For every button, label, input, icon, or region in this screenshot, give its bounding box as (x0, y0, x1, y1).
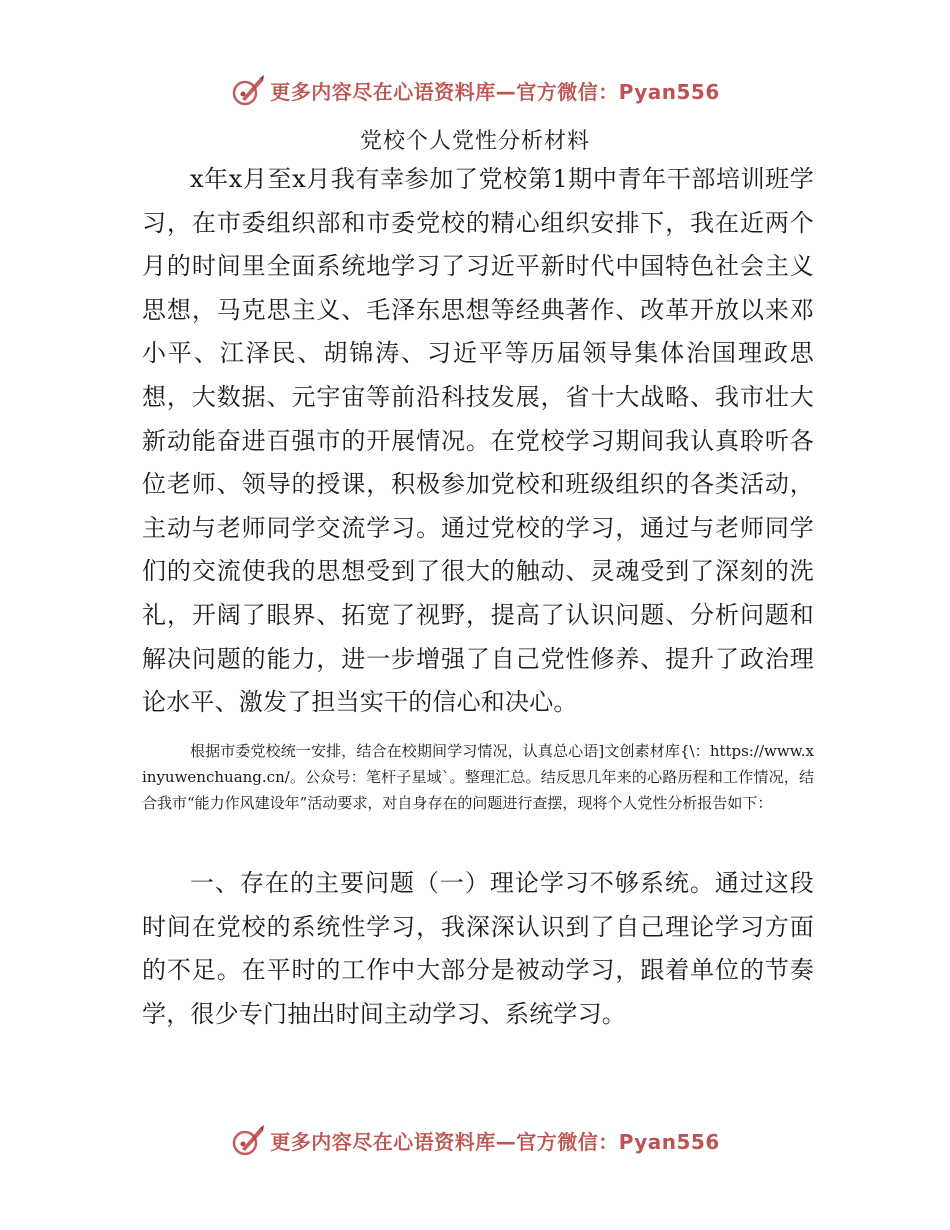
watermark-text: 更多内容尽在心语资料库—官方微信：Pyan556 (270, 1129, 720, 1154)
paragraph-main-problems: 一、存在的主要问题（一）理论学习不够系统。通过这段时间在党校的系统性学习，我深深认识到了自己理论学习方面的不足。在平时的工作中大部分是被动学习，跟着单位的节奏学，很少专门抽出时间主动学习、系统学习。 (142, 869, 814, 1028)
feather-pen-logo-icon (230, 1122, 266, 1158)
document-title: 党校个人党性分析材料 (359, 129, 590, 154)
paragraph-arrangement: 根据市委党校统一安排，结合在校期间学习情况，认真总心语]文创素材库{\：https://www.xinyuwenchuang.cn/。公众号：笔杆子星域`。整理汇总。结反思几年来的心路历程和工作情况，结合我市“能力作风建设年”活动要求，对自身存在的问题进行查摆，现将个人党性分析报告如下： (142, 742, 814, 812)
paragraph-intro: x年x月至x月我有幸参加了党校第1期中青年干部培训班学习，在市委组织部和市委党校的精心组织安排下，我在近两个月的时间里全面系统地学习了习近平新时代中国特色社会主义思想，马克思主义、毛泽东思想等经典著作、改革开放以来邓小平、江泽民、胡锦涛、习近平等历届领导集体治国理政思想，大数据、元宇宙等前沿科技发展，省十大战略、我市壮大新动能奋进百强市的开展情况。在党校学习期间我认真聆听各位老师、领导的授课，积极参加党校和班级组织的各类活动，主动与老师同学交流学习。通过党校的学习，通过与老师同学们的交流使我的思想受到了很大的触动、灵魂受到了深刻的洗礼，开阔了眼界、拓宽了视野，提高了认识问题、分析问题和解决问题的能力，进一步增强了自己党性修养、提升了政治理论水平、激发了担当实干的信心和决心。 (142, 165, 814, 717)
feather-pen-logo-icon (230, 72, 266, 108)
footer-watermark-banner (0, 1118, 950, 1162)
header-watermark-banner (0, 68, 950, 112)
watermark-text: 更多内容尽在心语资料库—官方微信：Pyan556 (270, 79, 720, 104)
